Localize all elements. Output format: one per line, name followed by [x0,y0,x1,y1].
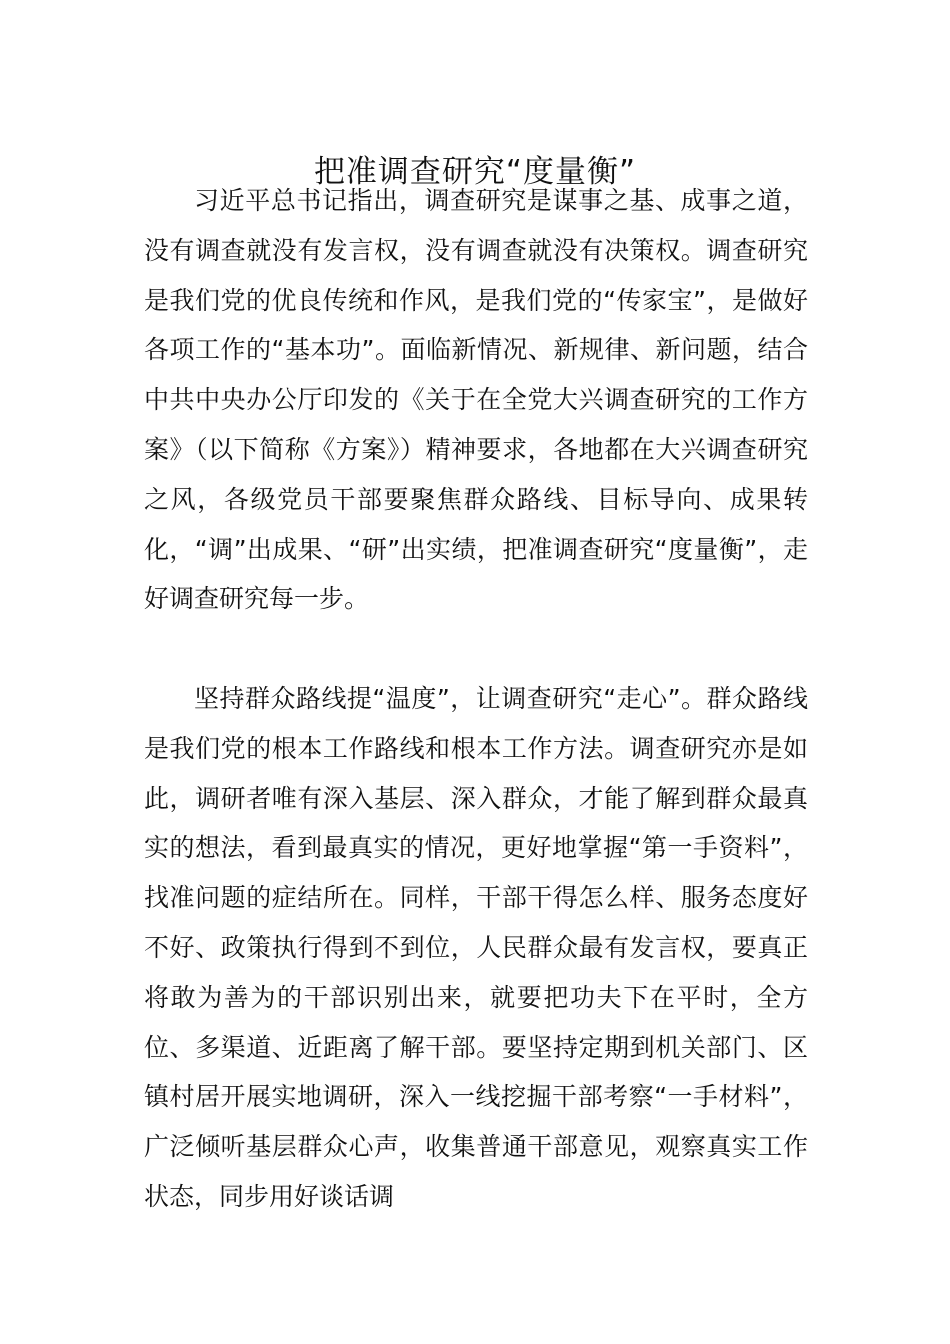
document-title: 把准调查研究“度量衡” [313,153,637,190]
paragraph-intro: 习近平总书记指出，调查研究是谋事之基、成事之道，没有调查就没有发言权，没有调查就没有决策权。调查研究是我们党的优良传统和作风，是我们党的“传家宝”，是做好各项工作的“基本功”。面临新情况、新规律、新问题，结合中共中央办公厅印发的《关于在全党大兴调查研究的工作方案》（以下简称《方案》）精神要求，各地都在大兴调查研究之风，各级党员干部要聚焦群众路线、目标导向、成果转化，“调”出成果、“研”出实绩，把准调查研究“度量衡”，走好调查研究每一步。 [144,186,808,614]
paragraph-mass-line: 坚持群众路线提“温度”，让调查研究“走心”。群众路线是我们党的根本工作路线和根本工作方法。调查研究亦是如此，调研者唯有深入基层、深入群众，才能了解到群众最真实的想法，看到最真实的情况，更好地掌握“第一手资料”，找准问题的症结所在。同样，干部干得怎么样、服务态度好不好、政策执行得到不到位，人民群众最有发言权，要真正将敢为善为的干部识别出来，就要把功夫下在平时，全方位、多渠道、近距离了解干部。要坚持定期到机关部门、区镇村居开展实地调研，深入一线挖掘干部考察“一手材料”，广泛倾听基层群众心声，收集普通干部意见，观察真实工作状态，同步用好谈话调 [144,684,808,1211]
